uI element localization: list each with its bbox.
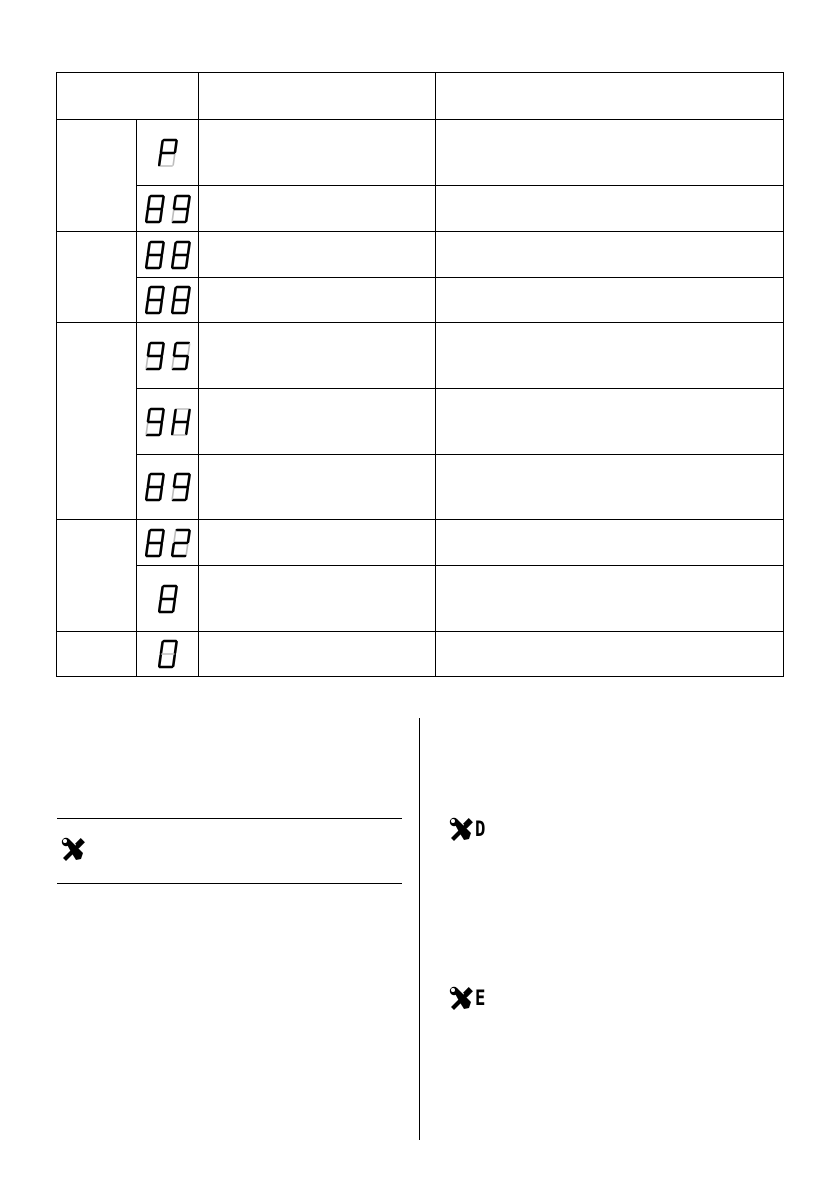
segment-b — [162, 288, 164, 299]
segment-e — [172, 357, 174, 368]
remedy-cell — [436, 566, 784, 632]
note-bottom-rule — [57, 883, 402, 884]
segment-c — [173, 154, 175, 165]
wrench-screwdriver-icon — [448, 816, 474, 842]
seven-segment-digit — [145, 407, 165, 437]
segment-c — [160, 544, 162, 555]
segment-b — [162, 197, 164, 208]
seven-segment-digit — [171, 240, 191, 270]
segment-c — [186, 210, 188, 221]
header-cell-display — [57, 73, 199, 120]
segment-e — [172, 301, 174, 312]
display-code-cell — [137, 120, 199, 186]
seven-segment-digit — [145, 194, 165, 224]
segment-b — [188, 197, 190, 208]
segment-c — [173, 655, 175, 666]
segment-c — [186, 256, 188, 267]
group-label-cell — [57, 120, 137, 232]
segment-f — [161, 587, 163, 598]
segment-b — [188, 344, 190, 355]
segment-f — [174, 410, 176, 421]
seven-segment-digit — [171, 407, 191, 437]
segment-b — [175, 642, 177, 653]
remedy-cell — [436, 389, 784, 455]
seven-segment-digit — [145, 341, 165, 371]
segment-c — [186, 357, 188, 368]
segment-b — [188, 531, 190, 542]
table-row — [57, 455, 784, 520]
display-code-table — [56, 72, 784, 677]
table-row — [57, 520, 784, 566]
segment-b — [162, 243, 164, 254]
seven-segment-digit — [171, 194, 191, 224]
segment-e — [172, 423, 174, 434]
group-label-cell — [57, 323, 137, 520]
segment-e — [159, 154, 161, 165]
table-row — [57, 232, 784, 278]
description-cell — [199, 389, 436, 455]
wrench-d-block — [448, 816, 488, 842]
segment-b — [162, 410, 164, 421]
segment-e — [172, 256, 174, 267]
description-cell — [199, 455, 436, 520]
display-code-cell — [137, 389, 199, 455]
table-row — [57, 632, 784, 677]
segment-f — [161, 642, 163, 653]
segment-f — [148, 243, 150, 254]
display-code-cell — [137, 186, 199, 232]
group-label-cell — [57, 520, 137, 632]
segment-c — [160, 488, 162, 499]
segment-e — [172, 488, 174, 499]
seven-segment-digit — [158, 584, 178, 614]
display-code-cell — [137, 278, 199, 323]
segment-e — [146, 256, 148, 267]
group-label-cell — [57, 632, 137, 677]
wrench-screwdriver-icon — [60, 836, 86, 862]
note-icon-block — [60, 836, 86, 862]
display-code-cell — [137, 323, 199, 389]
segment-e — [146, 301, 148, 312]
description-cell — [199, 278, 436, 323]
seven-segment-digit — [145, 472, 165, 502]
segment-f — [174, 344, 176, 355]
segment-e — [172, 210, 174, 221]
table-row — [57, 120, 784, 186]
segment-f — [174, 243, 176, 254]
group-label-cell — [57, 232, 137, 323]
segment-c — [186, 301, 188, 312]
wrench-d-letter: D — [475, 816, 486, 841]
description-cell — [199, 232, 436, 278]
remedy-cell — [436, 278, 784, 323]
description-cell — [199, 566, 436, 632]
seven-segment-digit — [171, 341, 191, 371]
remedy-cell — [436, 186, 784, 232]
header-cell-description — [199, 73, 436, 120]
remedy-cell — [436, 323, 784, 389]
table-row — [57, 186, 784, 232]
remedy-cell — [436, 232, 784, 278]
seven-segment-digit — [171, 472, 191, 502]
segment-e — [146, 488, 148, 499]
segment-f — [148, 531, 150, 542]
seven-segment-digit — [145, 528, 165, 558]
segment-f — [148, 475, 150, 486]
seven-segment-digit — [171, 528, 191, 558]
remedy-cell — [436, 455, 784, 520]
segment-c — [160, 357, 162, 368]
table-row — [57, 323, 784, 389]
segment-f — [174, 288, 176, 299]
seven-segment-digit — [145, 240, 165, 270]
segment-b — [162, 531, 164, 542]
description-cell — [199, 632, 436, 677]
segment-e — [159, 600, 161, 611]
table-row — [57, 389, 784, 455]
display-code-cell — [137, 455, 199, 520]
wrench-screwdriver-icon — [448, 985, 474, 1011]
segment-f — [174, 475, 176, 486]
segment-b — [188, 288, 190, 299]
segment-c — [186, 423, 188, 434]
description-cell — [199, 186, 436, 232]
remedy-cell — [436, 632, 784, 677]
description-cell — [199, 520, 436, 566]
segment-f — [148, 197, 150, 208]
segment-b — [162, 344, 164, 355]
table-header-row — [57, 73, 784, 120]
segment-c — [160, 423, 162, 434]
segment-e — [146, 423, 148, 434]
segment-e — [172, 544, 174, 555]
segment-e — [146, 357, 148, 368]
segment-f — [174, 197, 176, 208]
segment-b — [162, 475, 164, 486]
seven-segment-digit — [158, 138, 178, 168]
segment-f — [148, 410, 150, 421]
note-top-rule — [57, 818, 402, 819]
segment-f — [148, 344, 150, 355]
seven-segment-digit — [145, 285, 165, 315]
display-code-cell — [137, 520, 199, 566]
segment-e — [146, 544, 148, 555]
remedy-cell — [436, 520, 784, 566]
wrench-e-letter: E — [475, 985, 486, 1010]
display-code-cell — [137, 632, 199, 677]
segment-f — [161, 141, 163, 152]
segment-e — [146, 210, 148, 221]
segment-c — [160, 301, 162, 312]
segment-b — [175, 141, 177, 152]
description-cell — [199, 120, 436, 186]
header-cell-remedy — [436, 73, 784, 120]
segment-c — [186, 544, 188, 555]
segment-c — [160, 256, 162, 267]
seven-segment-digit — [158, 639, 178, 669]
segment-f — [174, 531, 176, 542]
column-divider — [419, 718, 420, 1140]
segment-c — [160, 210, 162, 221]
segment-e — [159, 655, 161, 666]
segment-b — [175, 587, 177, 598]
remedy-cell — [436, 120, 784, 186]
table-body — [57, 73, 784, 677]
display-code-cell — [137, 566, 199, 632]
segment-b — [188, 410, 190, 421]
table-row — [57, 278, 784, 323]
table-row — [57, 566, 784, 632]
segment-f — [148, 288, 150, 299]
segment-b — [188, 243, 190, 254]
description-cell — [199, 323, 436, 389]
wrench-e-block — [448, 985, 488, 1011]
seven-segment-digit — [171, 285, 191, 315]
segment-c — [186, 488, 188, 499]
segment-b — [188, 475, 190, 486]
segment-c — [173, 600, 175, 611]
display-code-cell — [137, 232, 199, 278]
